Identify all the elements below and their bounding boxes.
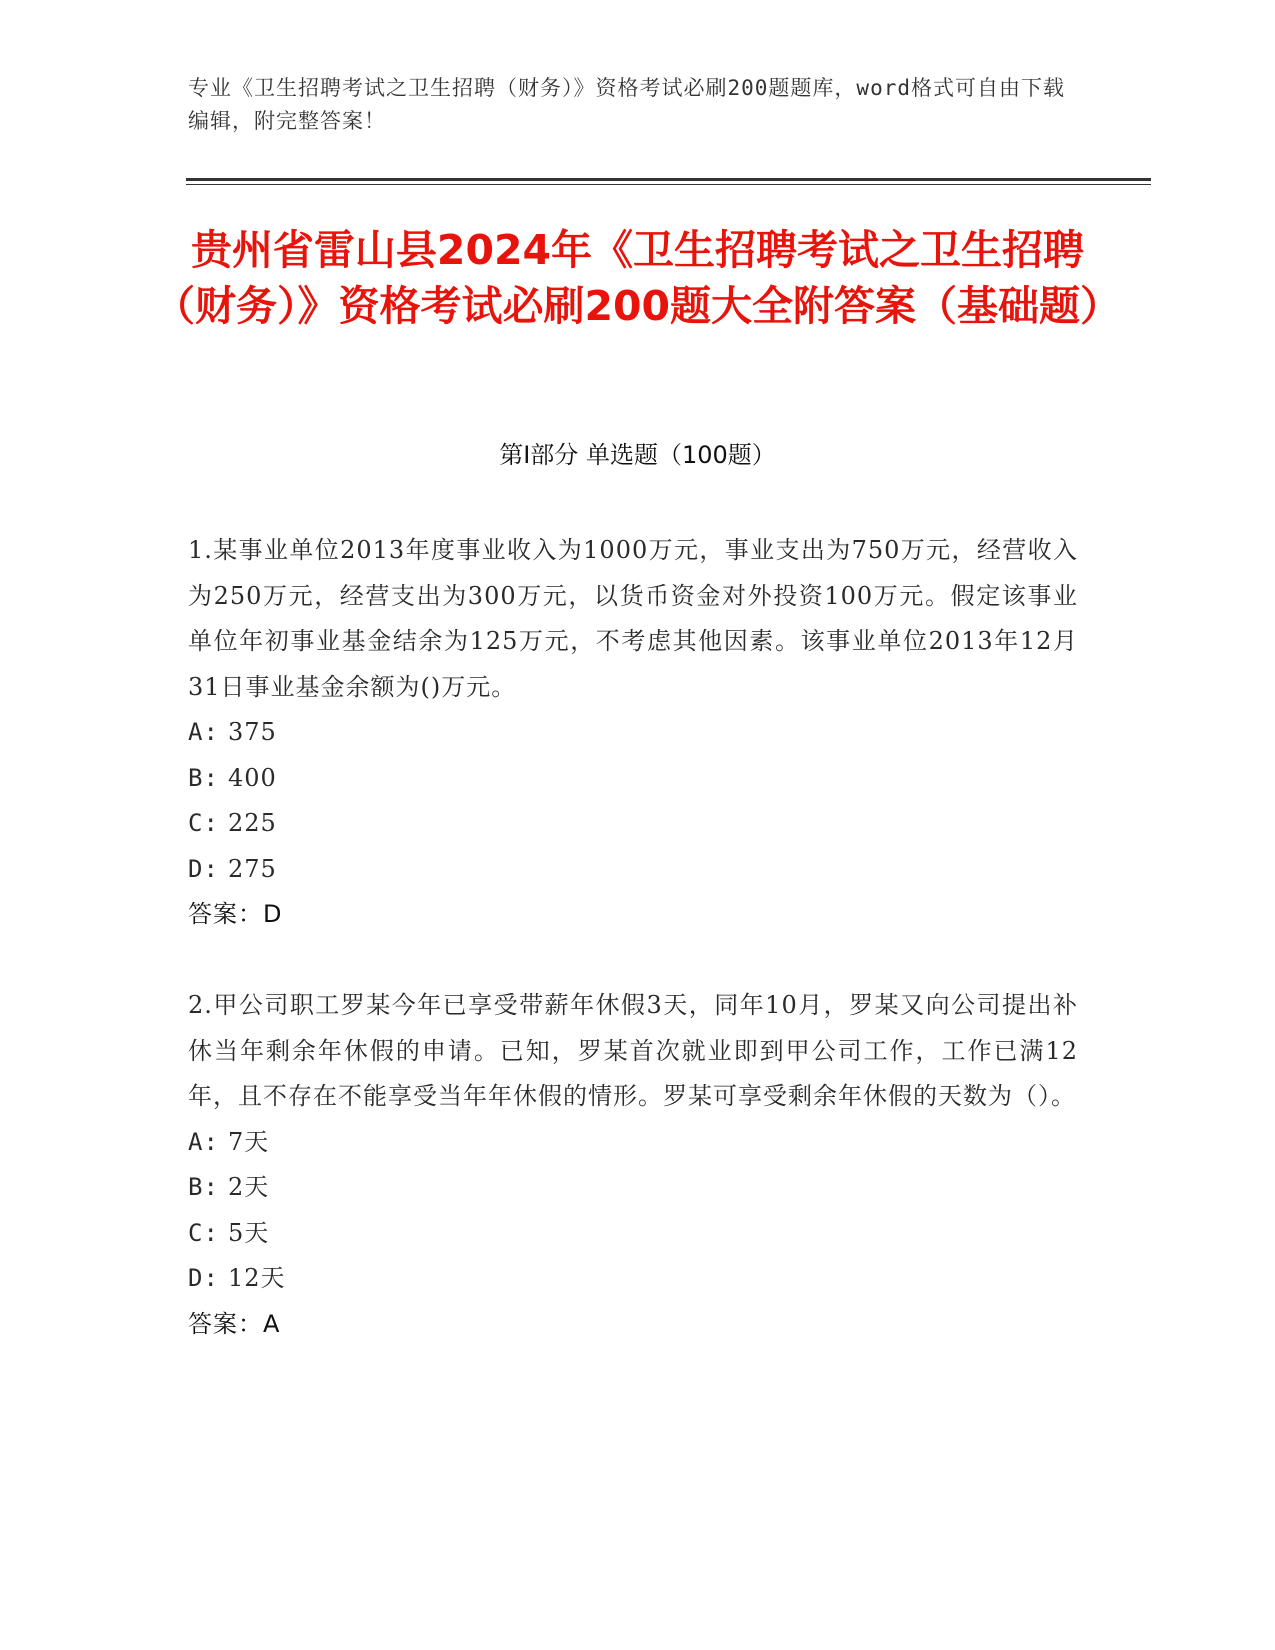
answer-line: 答案：D — [188, 900, 283, 928]
answer-line: 答案：A — [188, 1309, 281, 1338]
option-text: 400 — [228, 763, 277, 792]
option-d — [188, 1256, 1078, 1302]
question-stem: 1.某事业单位2013年度事业收入为1000万元，事业支出为750万元，经营收入为250万元，经营支出为300万元，以货币资金对外投资100万元。假定该事业单位年初事业基金结余为125万元，不考虑其他因素。该事业单位2013年12月31日事业基金余额为()万元。 — [188, 536, 1078, 701]
option-c — [188, 1211, 1078, 1257]
option-letter: A: — [188, 1127, 219, 1156]
option-text: 5天 — [228, 1218, 270, 1247]
section-title: 第I部分 单选题（100题） — [499, 441, 776, 469]
option-text: 7天 — [228, 1127, 270, 1156]
option-a — [188, 1120, 1078, 1166]
question-2 — [188, 983, 1078, 1347]
option-letter: C: — [188, 809, 219, 837]
option-letter: B: — [188, 1173, 219, 1201]
header-note: 专业《卫生招聘考试之卫生招聘（财务）》资格考试必刷200题题库，word格式可自由下载编辑，附完整答案！ — [188, 76, 1065, 133]
option-text: 275 — [228, 854, 277, 883]
option-text: 12天 — [228, 1264, 286, 1292]
option-d — [188, 847, 1078, 893]
option-text: 375 — [228, 718, 277, 746]
option-b — [188, 1165, 1078, 1211]
option-letter: B: — [188, 763, 219, 792]
option-text: 2天 — [228, 1173, 270, 1201]
option-b — [188, 756, 1078, 802]
option-c — [188, 801, 1078, 847]
header-rule-thick — [186, 178, 1151, 181]
option-letter: C: — [188, 1218, 219, 1247]
option-text: 225 — [228, 809, 277, 837]
option-a — [188, 710, 1078, 756]
document-title: 贵州省雷山县2024年《卫生招聘考试之卫生招聘（财务）》资格考试必刷200题大全附答案（基础题） — [153, 226, 1122, 330]
header-rule-thin — [186, 184, 1151, 185]
question-1 — [188, 528, 1078, 938]
question-stem: 2.甲公司职工罗某今年已享受带薪年休假3天，同年10月，罗某又向公司提出补休当年剩余年休假的申请。已知，罗某首次就业即到甲公司工作，工作已满12年，且不存在不能享受当年年休假的情形。罗某可享受剩余年休假的天数为（）。 — [188, 991, 1078, 1110]
option-letter: A: — [188, 718, 219, 746]
option-letter: D: — [188, 854, 219, 883]
option-letter: D: — [188, 1264, 219, 1292]
